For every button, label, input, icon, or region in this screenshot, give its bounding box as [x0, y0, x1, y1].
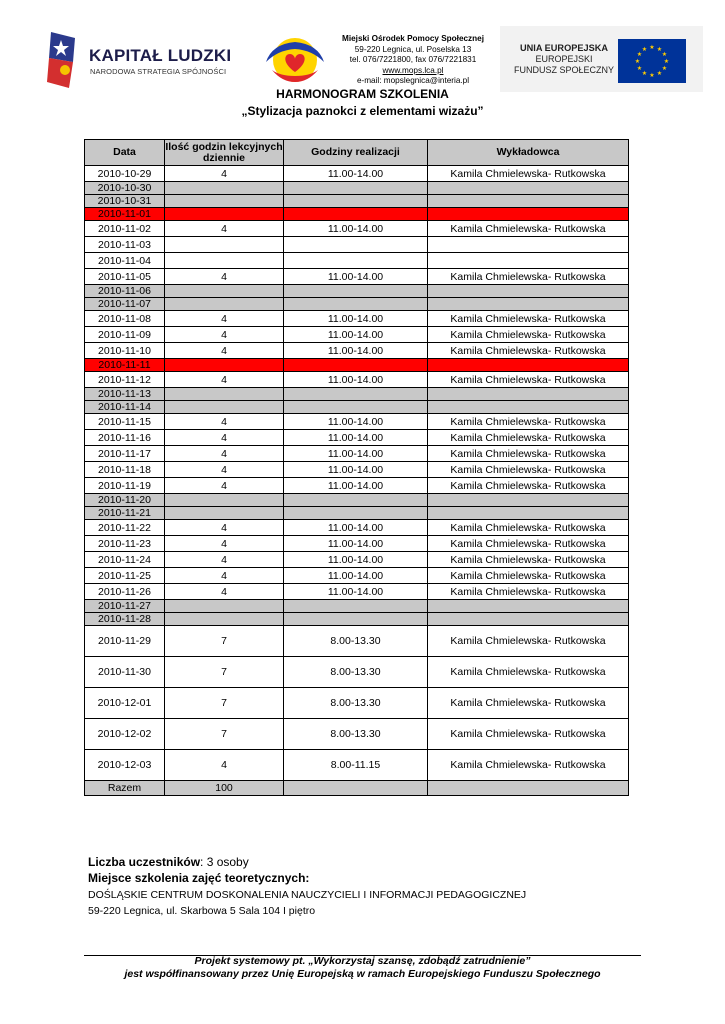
cell-time: [284, 253, 428, 269]
header-lecturer: Wykładowca: [428, 140, 629, 166]
header-hours: Ilość godzin lekcyjnych dziennie: [165, 140, 283, 164]
document-title: HARMONOGRAM SZKOLENIA: [276, 87, 449, 101]
cell-hours: [165, 359, 284, 372]
cell-hours: [165, 613, 284, 626]
cell-date: 2010-11-19: [85, 478, 165, 494]
cell-lecturer: [428, 298, 629, 311]
cell-lecturer: [428, 494, 629, 507]
cell-date: 2010-10-30: [85, 182, 165, 195]
participants-label: Liczba uczestników: [88, 855, 201, 869]
table-row: [85, 478, 629, 494]
cell-hours: 4: [165, 552, 284, 568]
cell-time: 11.00-14.00: [284, 372, 428, 388]
table-row: [85, 372, 629, 388]
footer-line-1: Projekt systemowy pt. „Wykorzystaj szansę, zdobądź zatrudnienie”: [194, 955, 531, 967]
mops-address: 59-220 Legnica, ul. Poselska 13: [354, 44, 472, 54]
cell-date: 2010-11-14: [85, 401, 165, 414]
cell-lecturer: Kamila Chmielewska- Rutkowska: [428, 311, 629, 327]
kapital-ludzki-title: KAPITAŁ LUDZKI: [89, 46, 232, 65]
cell-date: 2010-12-01: [85, 688, 165, 719]
mops-name: Miejski Ośrodek Pomocy Społecznej: [342, 34, 484, 43]
table-row: [85, 253, 629, 269]
mops-phone: tel. 076/7221800, fax 076/7221831: [349, 55, 477, 64]
cell-time: 8.00-13.30: [284, 626, 428, 657]
table-row: [85, 166, 629, 182]
cell-date: 2010-11-09: [85, 327, 165, 343]
cell-date: 2010-11-26: [85, 584, 165, 600]
header-date: Data: [85, 140, 165, 166]
cell-hours: 4: [165, 478, 284, 494]
cell-time: 11.00-14.00: [284, 478, 428, 494]
cell-lecturer: Kamila Chmielewska- Rutkowska: [428, 552, 629, 568]
table-row: [85, 414, 629, 430]
cell-hours: [165, 285, 284, 298]
svg-text:★: ★: [641, 70, 648, 77]
cell-date: 2010-11-06: [85, 285, 165, 298]
kapital-ludzki-logo: [45, 30, 230, 90]
cell-hours: 4: [165, 372, 284, 388]
cell-lecturer: [428, 401, 629, 414]
cell-lecturer: Kamila Chmielewska- Rutkowska: [428, 446, 629, 462]
cell-lecturer: Kamila Chmielewska- Rutkowska: [428, 462, 629, 478]
cell-date: 2010-11-16: [85, 430, 165, 446]
svg-text:★: ★: [649, 72, 655, 79]
cell-time: 11.00-14.00: [284, 327, 428, 343]
table-row: [85, 688, 629, 719]
cell-date: 2010-11-03: [85, 237, 165, 253]
cell-time: 11.00-14.00: [284, 269, 428, 285]
cell-date: 2010-11-02: [85, 221, 165, 237]
cell-time: 11.00-14.00: [284, 446, 428, 462]
cell-lecturer: Kamila Chmielewska- Rutkowska: [428, 688, 629, 719]
cell-date: 2010-11-30: [85, 657, 165, 688]
table-row: [85, 359, 629, 372]
cell-lecturer: Kamila Chmielewska- Rutkowska: [428, 750, 629, 781]
cell-time: [284, 298, 428, 311]
cell-lecturer: [428, 208, 629, 221]
cell-hours: 7: [165, 719, 284, 750]
cell-lecturer: [428, 253, 629, 269]
cell-hours: 4: [165, 584, 284, 600]
header-time: Godziny realizacji: [284, 140, 428, 166]
cell-time: 11.00-14.00: [284, 414, 428, 430]
schedule-body: [85, 166, 629, 796]
table-row: [85, 446, 629, 462]
table-row: [85, 568, 629, 584]
cell-hours: 7: [165, 657, 284, 688]
schedule-table: [84, 139, 629, 796]
svg-text:★: ★: [636, 65, 643, 72]
cell-time: 11.00-14.00: [284, 311, 428, 327]
cell-time: 8.00-11.15: [284, 750, 428, 781]
cell-date: 2010-11-04: [85, 253, 165, 269]
table-row: [85, 298, 629, 311]
cell-time: [284, 208, 428, 221]
table-row: [85, 507, 629, 520]
place-address: 59-220 Legnica, ul. Skarbowa 5 Sala 104 I piętro: [88, 905, 316, 917]
cell-hours: 4: [165, 311, 284, 327]
cell-date: 2010-11-28: [85, 613, 165, 626]
total-label: Razem: [85, 781, 165, 796]
table-row: [85, 657, 629, 688]
cell-lecturer: Kamila Chmielewska- Rutkowska: [428, 626, 629, 657]
cell-lecturer: Kamila Chmielewska- Rutkowska: [428, 414, 629, 430]
cell-time: 11.00-14.00: [284, 221, 428, 237]
cell-lecturer: [428, 285, 629, 298]
cell-lecturer: [428, 237, 629, 253]
footer-line-2: jest współfinansowany przez Unię Europejską w ramach Europejskiego Funduszu Społecznego: [124, 968, 601, 980]
cell-hours: 7: [165, 626, 284, 657]
cell-time: [284, 507, 428, 520]
cell-time: [284, 237, 428, 253]
table-row: [85, 221, 629, 237]
cell-date: 2010-11-05: [85, 269, 165, 285]
cell-hours: 7: [165, 688, 284, 719]
cell-hours: [165, 253, 284, 269]
cell-lecturer: Kamila Chmielewska- Rutkowska: [428, 430, 629, 446]
cell-date: 2010-11-07: [85, 298, 165, 311]
table-row: [85, 750, 629, 781]
table-row: [85, 552, 629, 568]
cell-lecturer: Kamila Chmielewska- Rutkowska: [428, 478, 629, 494]
cell-date: 2010-11-21: [85, 507, 165, 520]
cell-lecturer: Kamila Chmielewska- Rutkowska: [428, 327, 629, 343]
cell-hours: 4: [165, 462, 284, 478]
cell-time: [284, 613, 428, 626]
cell-lecturer: [428, 359, 629, 372]
table-row: [85, 600, 629, 613]
cell-hours: [165, 195, 284, 208]
svg-text:★: ★: [661, 51, 668, 58]
svg-text:★: ★: [656, 46, 663, 53]
table-row: [85, 388, 629, 401]
mops-website-link[interactable]: www.mops.lca.pl: [382, 65, 444, 75]
eu-text: [514, 43, 614, 76]
cell-time: 8.00-13.30: [284, 657, 428, 688]
cell-date: 2010-11-13: [85, 388, 165, 401]
cell-hours: [165, 494, 284, 507]
mops-heart-hands-icon: [262, 36, 328, 88]
cell-date: 2010-11-11: [85, 359, 165, 372]
table-row: [85, 626, 629, 657]
total-hours: 100: [165, 781, 284, 796]
cell-hours: [165, 208, 284, 221]
cell-time: 11.00-14.00: [284, 520, 428, 536]
cell-date: 2010-11-29: [85, 626, 165, 657]
cell-hours: 4: [165, 430, 284, 446]
cell-date: 2010-11-15: [85, 414, 165, 430]
cell-hours: 4: [165, 520, 284, 536]
cell-date: 2010-11-20: [85, 494, 165, 507]
cell-time: [284, 401, 428, 414]
eu-line-1: UNIA EUROPEJSKA: [520, 43, 608, 53]
cell-hours: 4: [165, 568, 284, 584]
cell-time: [284, 285, 428, 298]
cell-time: 11.00-14.00: [284, 462, 428, 478]
cell-time: [284, 600, 428, 613]
cell-lecturer: Kamila Chmielewska- Rutkowska: [428, 584, 629, 600]
svg-text:★: ★: [636, 51, 643, 58]
cell-hours: 4: [165, 536, 284, 552]
svg-text:★: ★: [656, 70, 663, 77]
cell-lecturer: Kamila Chmielewska- Rutkowska: [428, 520, 629, 536]
cell-lecturer: [428, 388, 629, 401]
cell-lecturer: [428, 195, 629, 208]
cell-lecturer: Kamila Chmielewska- Rutkowska: [428, 372, 629, 388]
cell-lecturer: Kamila Chmielewska- Rutkowska: [428, 719, 629, 750]
cell-time: [284, 388, 428, 401]
table-row: [85, 613, 629, 626]
cell-lecturer: Kamila Chmielewska- Rutkowska: [428, 221, 629, 237]
table-row: [85, 494, 629, 507]
table-row: [85, 584, 629, 600]
cell-time: [284, 359, 428, 372]
cell-time: 8.00-13.30: [284, 719, 428, 750]
cell-time: 11.00-14.00: [284, 584, 428, 600]
cell-time: 11.00-14.00: [284, 343, 428, 359]
eu-line-3: FUNDUSZ SPOŁECZNY: [514, 65, 615, 75]
table-row: [85, 269, 629, 285]
cell-date: 2010-10-29: [85, 166, 165, 182]
cell-lecturer: Kamila Chmielewska- Rutkowska: [428, 657, 629, 688]
table-row: [85, 237, 629, 253]
cell-hours: 4: [165, 446, 284, 462]
place-name: DOŚLĄSKIE CENTRUM DOSKONALENIA NAUCZYCIELI I INFORMACJI PEDAGOGICZNEJ: [88, 889, 527, 901]
cell-hours: [165, 600, 284, 613]
cell-hours: [165, 507, 284, 520]
cell-time: [284, 494, 428, 507]
table-row: [85, 182, 629, 195]
cell-time: 8.00-13.30: [284, 688, 428, 719]
cell-date: 2010-11-12: [85, 372, 165, 388]
place-label: Miejsce szkolenia zajęć teoretycznych:: [88, 871, 310, 885]
cell-time: 11.00-14.00: [284, 536, 428, 552]
cell-date: 2010-11-23: [85, 536, 165, 552]
cell-hours: [165, 401, 284, 414]
table-row: [85, 311, 629, 327]
table-total-row: [85, 781, 629, 796]
cell-time: [284, 182, 428, 195]
table-row: [85, 343, 629, 359]
participants-line: [88, 855, 249, 869]
mops-email: e-mail: mopslegnica@interia.pl: [356, 76, 470, 85]
table-row: [85, 208, 629, 221]
svg-text:★: ★: [634, 58, 641, 65]
cell-hours: 4: [165, 327, 284, 343]
table-header-row: [85, 140, 629, 166]
total-lecturer: [428, 781, 629, 796]
table-row: [85, 327, 629, 343]
total-time: [284, 781, 428, 796]
cell-lecturer: [428, 507, 629, 520]
svg-text:★: ★: [649, 44, 655, 51]
cell-hours: 4: [165, 750, 284, 781]
cell-lecturer: Kamila Chmielewska- Rutkowska: [428, 166, 629, 182]
cell-date: 2010-11-22: [85, 520, 165, 536]
cell-lecturer: Kamila Chmielewska- Rutkowska: [428, 568, 629, 584]
eu-flag-icon: [618, 39, 686, 83]
cell-time: 11.00-14.00: [284, 430, 428, 446]
cell-lecturer: [428, 182, 629, 195]
cell-hours: 4: [165, 221, 284, 237]
table-row: [85, 536, 629, 552]
cell-time: [284, 195, 428, 208]
table-row: [85, 401, 629, 414]
cell-hours: 4: [165, 269, 284, 285]
cell-date: 2010-11-18: [85, 462, 165, 478]
cell-date: 2010-11-25: [85, 568, 165, 584]
cell-date: 2010-10-31: [85, 195, 165, 208]
cell-hours: 4: [165, 414, 284, 430]
eu-line-2: EUROPEJSKI: [535, 54, 593, 64]
cell-lecturer: [428, 600, 629, 613]
cell-date: 2010-11-17: [85, 446, 165, 462]
svg-text:★: ★: [663, 58, 670, 65]
cell-hours: [165, 298, 284, 311]
document-subtitle: „Stylizacja paznokci z elementami wizażu”: [241, 104, 484, 118]
cell-hours: [165, 388, 284, 401]
kapital-ludzki-subtitle: NARODOWA STRATEGIA SPÓJNOŚCI: [90, 67, 227, 76]
cell-hours: 4: [165, 166, 284, 182]
svg-text:★: ★: [641, 46, 648, 53]
mops-contact-block: [328, 34, 498, 87]
table-row: [85, 285, 629, 298]
cell-time: 11.00-14.00: [284, 568, 428, 584]
svg-text:★: ★: [661, 65, 668, 72]
cell-lecturer: Kamila Chmielewska- Rutkowska: [428, 269, 629, 285]
cell-time: 11.00-14.00: [284, 552, 428, 568]
table-row: [85, 195, 629, 208]
kapital-ludzki-flag-icon: [45, 30, 79, 90]
eu-logo-block: [500, 26, 703, 92]
table-row: [85, 462, 629, 478]
cell-hours: [165, 182, 284, 195]
cell-date: 2010-11-24: [85, 552, 165, 568]
cell-lecturer: [428, 613, 629, 626]
table-row: [85, 430, 629, 446]
cell-date: 2010-11-01: [85, 208, 165, 221]
table-row: [85, 719, 629, 750]
cell-date: 2010-12-02: [85, 719, 165, 750]
cell-time: 11.00-14.00: [284, 166, 428, 182]
cell-date: 2010-11-10: [85, 343, 165, 359]
cell-date: 2010-12-03: [85, 750, 165, 781]
participants-value: : 3 osoby: [200, 855, 249, 869]
cell-date: 2010-11-08: [85, 311, 165, 327]
cell-hours: 4: [165, 343, 284, 359]
cell-lecturer: Kamila Chmielewska- Rutkowska: [428, 343, 629, 359]
table-row: [85, 520, 629, 536]
cell-lecturer: Kamila Chmielewska- Rutkowska: [428, 536, 629, 552]
cell-hours: [165, 237, 284, 253]
cell-date: 2010-11-27: [85, 600, 165, 613]
